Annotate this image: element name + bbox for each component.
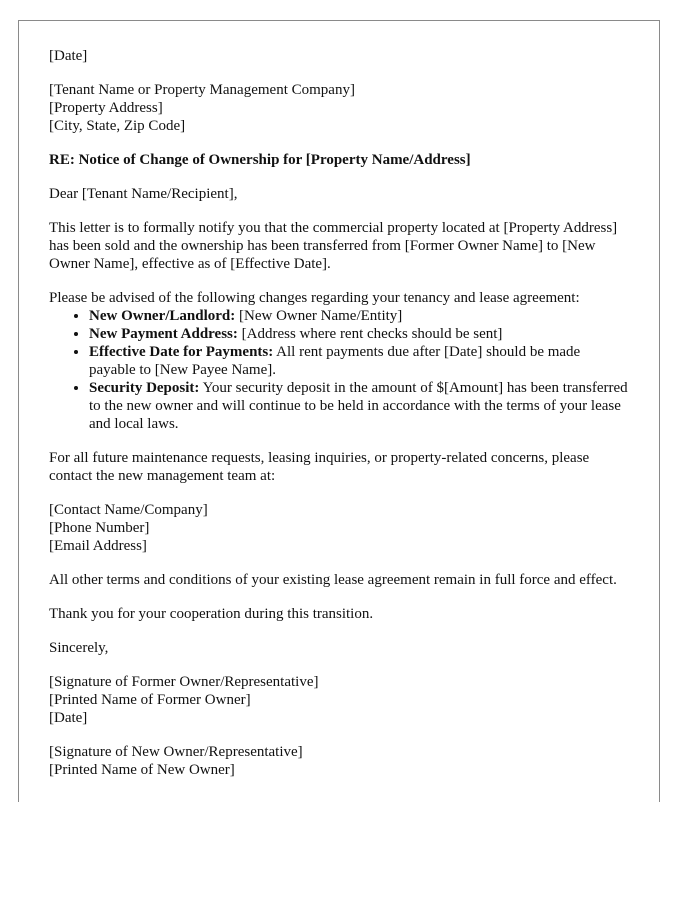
changes-intro: Please be advised of the following changes regarding your tenancy and lease agreement: — [49, 290, 580, 306]
list-item — [89, 307, 629, 325]
contact-email: [Email Address] — [49, 538, 147, 554]
list-item-label: Effective Date for Payments: — [89, 344, 274, 360]
contact-phone: [Phone Number] — [49, 520, 150, 536]
list-item-text: [New Owner Name/Entity] — [235, 308, 403, 324]
former-owner-signature-block — [49, 673, 629, 727]
former-owner-date: [Date] — [49, 710, 88, 726]
recipient-block — [49, 81, 629, 135]
contact-block — [49, 501, 629, 555]
recipient-address: [Property Address] — [49, 100, 163, 116]
changes-list — [49, 307, 629, 433]
list-item — [89, 343, 629, 379]
list-item — [89, 379, 629, 433]
contact-name: [Contact Name/Company] — [49, 502, 208, 518]
letter-page — [18, 20, 660, 802]
salutation: Dear [Tenant Name/Recipient], — [49, 186, 238, 202]
letter-date: [Date] — [49, 48, 88, 64]
recipient-city-state-zip: [City, State, Zip Code] — [49, 118, 186, 134]
letter-subject: RE: Notice of Change of Ownership for [Property Name/Address] — [49, 152, 471, 168]
closing: Sincerely, — [49, 640, 109, 656]
list-item-text: Your security deposit in the amount of $[Amount] has been transferred to the new owner and will continue to be held in accordance with the terms of your lease and local laws. — [89, 380, 628, 432]
intro-paragraph: This letter is to formally notify you that the commercial property located at [Property Address] has been sold and the ownership has been transferred from [Former Owner Name] to [New Owner Name], effective as of [Effective Date]. — [49, 220, 618, 272]
list-item — [89, 325, 629, 343]
list-item-label: New Owner/Landlord: — [89, 308, 236, 324]
letter-body — [49, 47, 629, 779]
list-item-label: Security Deposit: — [89, 380, 200, 396]
list-item-text: All rent payments due after [Date] should be made payable to [New Payee Name]. — [89, 344, 581, 378]
former-owner-printed-name: [Printed Name of Former Owner] — [49, 692, 251, 708]
recipient-name: [Tenant Name or Property Management Company] — [49, 82, 355, 98]
terms-paragraph: All other terms and conditions of your existing lease agreement remain in full force and effect. — [49, 572, 617, 588]
list-item-label: New Payment Address: — [89, 326, 238, 342]
thanks-paragraph: Thank you for your cooperation during this transition. — [49, 606, 374, 622]
new-owner-signature-block — [49, 743, 629, 779]
list-item-text: [Address where rent checks should be sent] — [237, 326, 503, 342]
new-owner-signature: [Signature of New Owner/Representative] — [49, 744, 303, 760]
new-owner-printed-name: [Printed Name of New Owner] — [49, 762, 235, 778]
former-owner-signature: [Signature of Former Owner/Representative] — [49, 674, 319, 690]
contact-intro: For all future maintenance requests, leasing inquiries, or property-related concerns, please contact the new management team at: — [49, 450, 590, 484]
